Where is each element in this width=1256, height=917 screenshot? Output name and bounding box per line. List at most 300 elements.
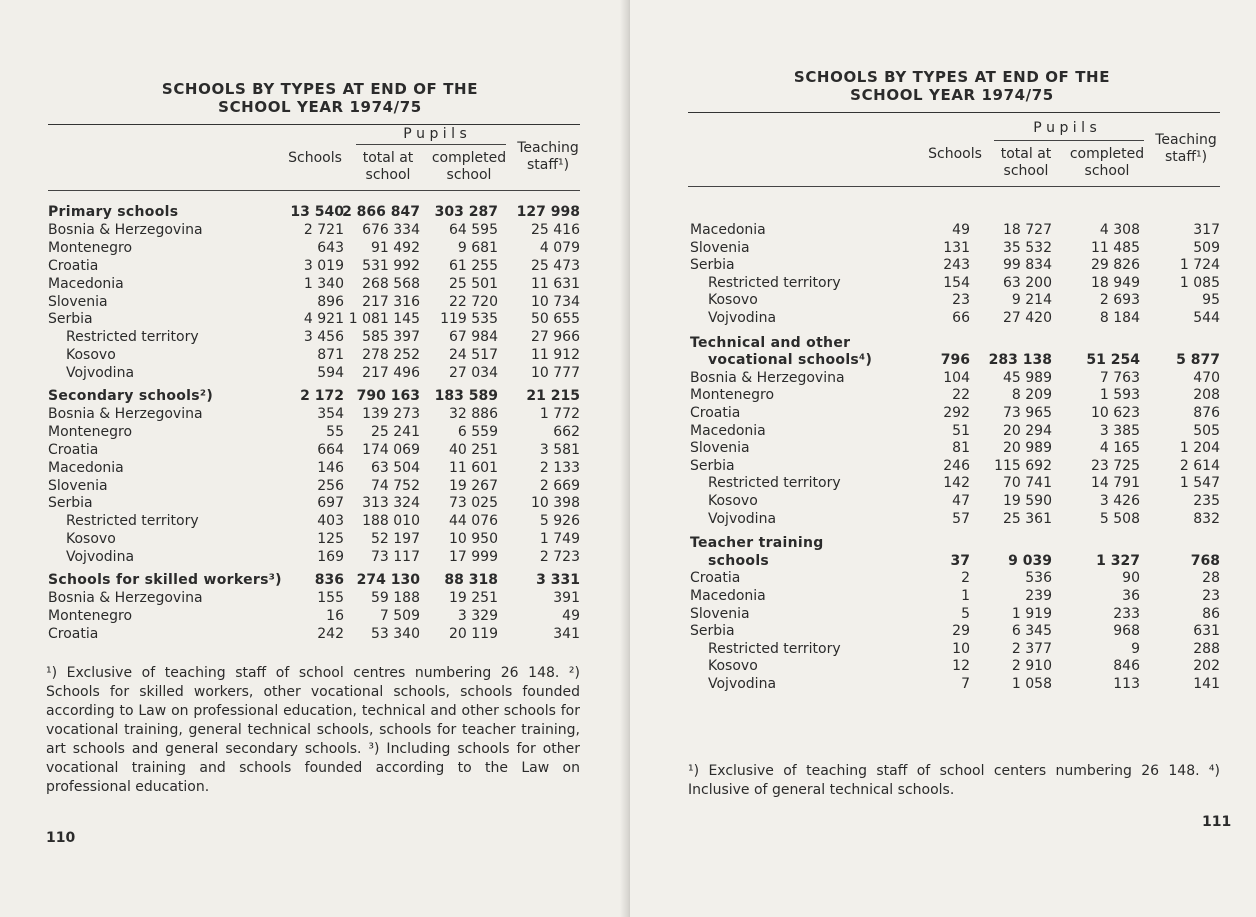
table-row — [690, 334, 1220, 352]
cell-completed: 25 501 — [449, 275, 498, 292]
cell-schools: 403 — [317, 513, 344, 530]
cell-completed: 29 826 — [1091, 257, 1140, 274]
table-row — [48, 423, 580, 441]
cell-total: 9 214 — [1011, 292, 1052, 309]
cell-teaching: 5 877 — [1176, 352, 1220, 369]
cell-total: 174 069 — [362, 441, 420, 458]
left-header-rule — [48, 190, 580, 191]
cell-teaching: 95 — [1202, 292, 1220, 309]
cell-total: 74 752 — [371, 477, 420, 494]
cell-completed: 61 255 — [449, 257, 498, 274]
table-row — [690, 256, 1220, 274]
cell-schools: 3 456 — [303, 329, 344, 346]
row-label: Slovenia — [690, 239, 750, 256]
cell-completed: 17 999 — [449, 549, 498, 566]
table-row — [690, 657, 1220, 675]
cell-completed: 51 254 — [1086, 352, 1140, 369]
right-top-rule — [688, 112, 1220, 113]
cell-schools: 57 — [952, 510, 970, 527]
cell-total: 52 197 — [371, 531, 420, 548]
cell-teaching: 509 — [1193, 239, 1220, 256]
cell-total: 35 532 — [1003, 239, 1052, 256]
left-top-rule — [48, 124, 580, 125]
cell-total: 70 741 — [1003, 475, 1052, 492]
cell-schools: 896 — [317, 293, 344, 310]
cell-schools: 697 — [317, 495, 344, 512]
cell-completed: 32 886 — [449, 405, 498, 422]
cell-schools: 142 — [943, 475, 970, 492]
cell-completed: 20 119 — [449, 625, 498, 642]
cell-completed: 3 385 — [1099, 422, 1140, 439]
cell-total: 2 377 — [1011, 640, 1052, 657]
row-label: Bosnia & Herzegovina — [690, 369, 845, 386]
table-row — [690, 404, 1220, 422]
cell-schools: 594 — [317, 365, 344, 382]
row-label: Kosovo — [708, 658, 758, 675]
row-label: Croatia — [48, 257, 99, 274]
cell-teaching: 317 — [1193, 222, 1220, 238]
right-title-line2: SCHOOL YEAR 1974/75 — [850, 86, 1054, 104]
row-label: Croatia — [690, 570, 741, 587]
row-label: Teacher training — [690, 535, 824, 552]
cell-schools: 292 — [943, 405, 970, 421]
row-label: Serbia — [690, 623, 735, 640]
cell-schools: 23 — [952, 292, 970, 309]
cell-completed: 11 601 — [449, 459, 498, 476]
cell-schools: 256 — [317, 477, 344, 494]
table-row — [690, 291, 1220, 309]
cell-total: 20 989 — [1003, 440, 1052, 457]
cell-teaching: 832 — [1193, 510, 1220, 527]
cell-completed: 88 318 — [444, 572, 498, 588]
cell-completed: 4 308 — [1099, 222, 1140, 238]
table-row — [690, 239, 1220, 257]
left-title — [70, 80, 570, 116]
cell-total: 19 590 — [1003, 493, 1052, 509]
row-label: Vojvodina — [708, 676, 777, 692]
cell-total: 2 910 — [1011, 658, 1052, 675]
cell-teaching: 2 669 — [539, 477, 580, 494]
cell-teaching: 341 — [553, 625, 580, 642]
cell-total: 239 — [1025, 588, 1052, 604]
cell-total: 25 241 — [371, 423, 420, 440]
cell-total: 283 138 — [988, 352, 1052, 369]
table-row — [690, 587, 1220, 605]
row-label: Vojvodina — [66, 365, 135, 382]
cell-completed: 3 426 — [1099, 493, 1140, 509]
cell-teaching: 27 966 — [531, 329, 580, 346]
table-row — [48, 257, 580, 275]
cell-schools: 81 — [952, 440, 970, 457]
right-pupils-rule — [994, 140, 1144, 141]
right-title — [702, 68, 1202, 104]
cell-total: 268 568 — [362, 275, 420, 292]
row-label: Kosovo — [708, 292, 758, 309]
cell-teaching: 1 749 — [539, 531, 580, 548]
cell-schools: 242 — [317, 625, 344, 642]
right-header-schools: Schools — [928, 146, 982, 162]
row-label: Serbia — [48, 495, 93, 512]
row-label: Montenegro — [690, 387, 775, 404]
row-label: Macedonia — [690, 588, 766, 604]
cell-schools: 354 — [317, 405, 344, 422]
right-header-pupils: P u p i l s — [1033, 120, 1097, 136]
table-row — [690, 221, 1220, 239]
cell-teaching: 11 912 — [531, 347, 580, 364]
row-label: Bosnia & Herzegovina — [48, 405, 203, 422]
table-row — [48, 221, 580, 239]
row-label: Serbia — [690, 257, 735, 274]
table-row — [48, 548, 580, 566]
row-label: Schools for skilled workers³) — [48, 572, 282, 588]
cell-schools: 49 — [952, 222, 970, 238]
cell-schools: 13 540 — [290, 204, 344, 220]
cell-teaching: 505 — [1193, 422, 1220, 439]
row-label: Montenegro — [48, 607, 133, 624]
cell-completed: 10 623 — [1091, 405, 1140, 421]
cell-total: 73 117 — [371, 549, 420, 566]
cell-total: 278 252 — [362, 347, 420, 364]
table-row — [690, 605, 1220, 623]
cell-completed: 36 — [1122, 588, 1140, 604]
table-row — [48, 530, 580, 548]
cell-completed: 40 251 — [449, 441, 498, 458]
cell-completed: 113 — [1113, 676, 1140, 692]
table-row — [48, 275, 580, 293]
row-label: Serbia — [690, 457, 735, 474]
row-label: Restricted territory — [66, 329, 199, 346]
row-label: Slovenia — [690, 440, 750, 457]
cell-schools: 12 — [952, 658, 970, 675]
cell-schools: 243 — [943, 257, 970, 274]
cell-schools: 169 — [317, 549, 344, 566]
cell-completed: 18 949 — [1091, 274, 1140, 291]
cell-teaching: 10 777 — [531, 365, 580, 382]
table-row — [48, 203, 580, 221]
cell-completed: 3 329 — [457, 607, 498, 624]
table-row — [48, 494, 580, 512]
table-row — [690, 492, 1220, 510]
cell-schools: 796 — [940, 352, 970, 369]
cell-total: 2 866 847 — [342, 204, 420, 220]
cell-total: 139 273 — [362, 405, 420, 422]
table-row — [690, 640, 1220, 658]
row-label: Restricted territory — [708, 274, 841, 291]
row-label: Primary schools — [48, 204, 179, 220]
table-row — [690, 274, 1220, 292]
cell-total: 6 345 — [1011, 623, 1052, 640]
cell-schools: 4 921 — [303, 311, 344, 328]
cell-teaching: 25 473 — [531, 257, 580, 274]
row-label: Bosnia & Herzegovina — [48, 221, 203, 238]
row-label: Macedonia — [690, 222, 766, 238]
table-row — [690, 622, 1220, 640]
cell-schools: 2 721 — [303, 221, 344, 238]
left-header-schools: Schools — [288, 150, 342, 166]
cell-completed: 5 508 — [1099, 510, 1140, 527]
row-label: schools — [708, 552, 770, 569]
cell-teaching: 544 — [1193, 310, 1220, 326]
cell-completed: 67 984 — [449, 329, 498, 346]
table-row — [48, 293, 580, 311]
right-header-teaching: Teaching staff¹) — [1155, 132, 1217, 165]
cell-teaching: 202 — [1193, 658, 1220, 675]
cell-teaching: 1 547 — [1179, 475, 1220, 492]
cell-teaching: 4 079 — [539, 239, 580, 256]
cell-teaching: 235 — [1193, 493, 1220, 509]
cell-teaching: 10 734 — [531, 293, 580, 310]
cell-teaching: 23 — [1202, 588, 1220, 604]
cell-total: 536 — [1025, 570, 1052, 587]
row-label: Vojvodina — [708, 510, 777, 527]
cell-total: 313 324 — [362, 495, 420, 512]
cell-completed: 19 251 — [449, 589, 498, 606]
left-title-line2: SCHOOL YEAR 1974/75 — [218, 98, 422, 116]
cell-total: 73 965 — [1003, 405, 1052, 421]
cell-teaching: 127 998 — [516, 204, 580, 220]
row-label: Kosovo — [66, 531, 116, 548]
cell-teaching: 5 926 — [539, 513, 580, 530]
table-row — [690, 439, 1220, 457]
cell-teaching: 50 655 — [531, 311, 580, 328]
cell-schools: 7 — [961, 676, 970, 692]
cell-total: 1 058 — [1011, 676, 1052, 692]
cell-teaching: 208 — [1193, 387, 1220, 404]
cell-schools: 47 — [952, 493, 970, 509]
cell-total: 115 692 — [994, 457, 1052, 474]
table-row — [690, 510, 1220, 528]
cell-total: 7 509 — [379, 607, 420, 624]
left-header-completed: completed school — [431, 150, 507, 183]
cell-schools: 51 — [952, 422, 970, 439]
cell-schools: 836 — [314, 572, 344, 588]
cell-total: 91 492 — [371, 239, 420, 256]
left-header-total: total at school — [362, 150, 414, 183]
right-page-number: 111 — [1202, 814, 1232, 830]
cell-total: 274 130 — [356, 572, 420, 588]
row-label: Macedonia — [48, 275, 124, 292]
cell-total: 25 361 — [1003, 510, 1052, 527]
cell-schools: 246 — [943, 457, 970, 474]
cell-completed: 7 763 — [1099, 369, 1140, 386]
left-page-number: 110 — [46, 830, 76, 846]
table-row — [48, 346, 580, 364]
cell-total: 585 397 — [362, 329, 420, 346]
cell-schools: 16 — [326, 607, 344, 624]
table-row — [690, 369, 1220, 387]
cell-teaching: 391 — [553, 589, 580, 606]
table-row — [690, 569, 1220, 587]
right-header-completed: completed school — [1069, 146, 1145, 179]
table-row — [48, 625, 580, 643]
row-label: Kosovo — [708, 493, 758, 509]
table-row — [48, 364, 580, 382]
row-label: Slovenia — [690, 605, 750, 622]
cell-completed: 4 165 — [1099, 440, 1140, 457]
right-page — [630, 0, 1256, 917]
cell-total: 217 316 — [362, 293, 420, 310]
cell-completed: 44 076 — [449, 513, 498, 530]
table-row — [690, 675, 1220, 693]
row-label: Croatia — [690, 405, 741, 421]
left-title-line1: SCHOOLS BY TYPES AT END OF THE — [161, 80, 479, 98]
cell-completed: 119 535 — [440, 311, 498, 328]
cell-teaching: 2 133 — [539, 459, 580, 476]
cell-teaching: 3 331 — [536, 572, 580, 588]
row-label: Bosnia & Herzegovina — [48, 589, 203, 606]
cell-schools: 66 — [952, 310, 970, 326]
cell-schools: 5 — [961, 605, 970, 622]
cell-schools: 22 — [952, 387, 970, 404]
cell-schools: 55 — [326, 423, 344, 440]
right-header-rule — [688, 186, 1220, 187]
cell-schools: 871 — [317, 347, 344, 364]
left-footnote: ¹) Exclusive of teaching staff of school centres numbering 26 148. ²) Schools for skilled workers, other vocational schools, schools founded according to Law on professional education, technical and other schools for vocational training, general technical schools, schools for teacher training, art schools and general secondary schools. ³) Including schools for other vocational training and schools founded according to the Law on professional education. — [46, 665, 580, 795]
cell-completed: 846 — [1113, 658, 1140, 675]
cell-schools: 104 — [943, 369, 970, 386]
cell-total: 8 209 — [1011, 387, 1052, 404]
table-row — [48, 512, 580, 530]
row-label: Vojvodina — [708, 310, 777, 326]
cell-total: 9 039 — [1008, 552, 1052, 569]
cell-completed: 9 — [1131, 640, 1140, 657]
cell-schools: 37 — [950, 552, 970, 569]
cell-completed: 8 184 — [1099, 310, 1140, 326]
cell-total: 18 727 — [1003, 222, 1052, 238]
cell-schools: 125 — [317, 531, 344, 548]
table-row — [48, 459, 580, 477]
right-title-line1: SCHOOLS BY TYPES AT END OF THE — [793, 68, 1111, 86]
cell-completed: 27 034 — [449, 365, 498, 382]
cell-teaching: 1 085 — [1179, 274, 1220, 291]
row-label: Macedonia — [690, 422, 766, 439]
cell-schools: 3 019 — [303, 257, 344, 274]
cell-teaching: 768 — [1190, 552, 1220, 569]
cell-teaching: 10 398 — [531, 495, 580, 512]
row-label: Slovenia — [48, 477, 108, 494]
table-row — [690, 422, 1220, 440]
cell-schools: 1 — [961, 588, 970, 604]
cell-teaching: 631 — [1193, 623, 1220, 640]
table-row — [48, 405, 580, 423]
right-header-total: total at school — [1000, 146, 1052, 179]
table-row — [690, 457, 1220, 475]
cell-total: 27 420 — [1003, 310, 1052, 326]
cell-completed: 19 267 — [449, 477, 498, 494]
cell-total: 217 496 — [362, 365, 420, 382]
cell-total: 1 081 145 — [348, 311, 420, 328]
cell-teaching: 876 — [1193, 405, 1220, 421]
table-row — [48, 589, 580, 607]
cell-schools: 2 — [961, 570, 970, 587]
cell-schools: 1 340 — [303, 275, 344, 292]
cell-total: 63 200 — [1003, 274, 1052, 291]
cell-teaching: 86 — [1202, 605, 1220, 622]
cell-completed: 73 025 — [449, 495, 498, 512]
cell-teaching: 288 — [1193, 640, 1220, 657]
cell-teaching: 2 614 — [1179, 457, 1220, 474]
cell-total: 790 163 — [356, 388, 420, 404]
row-label: Montenegro — [48, 423, 133, 440]
cell-schools: 643 — [317, 239, 344, 256]
cell-total: 53 340 — [371, 625, 420, 642]
cell-teaching: 49 — [562, 607, 580, 624]
row-label: Vojvodina — [66, 549, 135, 566]
left-page — [0, 0, 626, 917]
cell-completed: 1 327 — [1096, 552, 1140, 569]
cell-schools: 154 — [943, 274, 970, 291]
cell-teaching: 141 — [1193, 676, 1220, 692]
cell-completed: 303 287 — [434, 204, 498, 220]
cell-completed: 90 — [1122, 570, 1140, 587]
cell-completed: 23 725 — [1091, 457, 1140, 474]
row-label: Macedonia — [48, 459, 124, 476]
cell-teaching: 1 724 — [1179, 257, 1220, 274]
cell-total: 20 294 — [1003, 422, 1052, 439]
cell-completed: 6 559 — [457, 423, 498, 440]
cell-teaching: 2 723 — [539, 549, 580, 566]
cell-total: 45 989 — [1003, 369, 1052, 386]
row-label: Restricted territory — [708, 640, 841, 657]
cell-schools: 131 — [943, 239, 970, 256]
cell-total: 99 834 — [1003, 257, 1052, 274]
table-row — [48, 571, 580, 589]
cell-completed: 9 681 — [457, 239, 498, 256]
row-label: Restricted territory — [708, 475, 841, 492]
table-row — [690, 552, 1220, 570]
cell-completed: 1 593 — [1099, 387, 1140, 404]
cell-schools: 29 — [952, 623, 970, 640]
cell-completed: 24 517 — [449, 347, 498, 364]
right-footnote: ¹) Exclusive of teaching staff of school centers numbering 26 148. ⁴) Inclusive of general technical schools. — [688, 763, 1220, 798]
cell-completed: 11 485 — [1091, 239, 1140, 256]
cell-completed: 10 950 — [449, 531, 498, 548]
cell-total: 531 992 — [362, 257, 420, 274]
cell-schools: 146 — [317, 459, 344, 476]
cell-schools: 10 — [952, 640, 970, 657]
cell-completed: 64 595 — [449, 221, 498, 238]
cell-teaching: 470 — [1193, 369, 1220, 386]
cell-teaching: 1 204 — [1179, 440, 1220, 457]
cell-completed: 14 791 — [1091, 475, 1140, 492]
cell-total: 676 334 — [362, 221, 420, 238]
row-label: vocational schools⁴) — [708, 352, 873, 369]
table-row — [48, 239, 580, 257]
row-label: Montenegro — [48, 239, 133, 256]
cell-teaching: 21 215 — [526, 388, 580, 404]
cell-completed: 183 589 — [434, 388, 498, 404]
table-row — [690, 309, 1220, 327]
table-row — [690, 474, 1220, 492]
row-label: Serbia — [48, 311, 93, 328]
row-label: Secondary schools²) — [48, 388, 214, 404]
cell-schools: 155 — [317, 589, 344, 606]
table-row — [690, 534, 1220, 552]
cell-completed: 968 — [1113, 623, 1140, 640]
table-row — [48, 387, 580, 405]
row-label: Croatia — [48, 625, 99, 642]
table-row — [48, 310, 580, 328]
cell-completed: 22 720 — [449, 293, 498, 310]
table-row — [48, 441, 580, 459]
cell-schools: 2 172 — [300, 388, 344, 404]
cell-total: 63 504 — [371, 459, 420, 476]
row-label: Technical and other — [690, 334, 851, 351]
table-row — [690, 386, 1220, 404]
row-label: Kosovo — [66, 347, 116, 364]
table-row — [48, 328, 580, 346]
row-label: Slovenia — [48, 293, 108, 310]
